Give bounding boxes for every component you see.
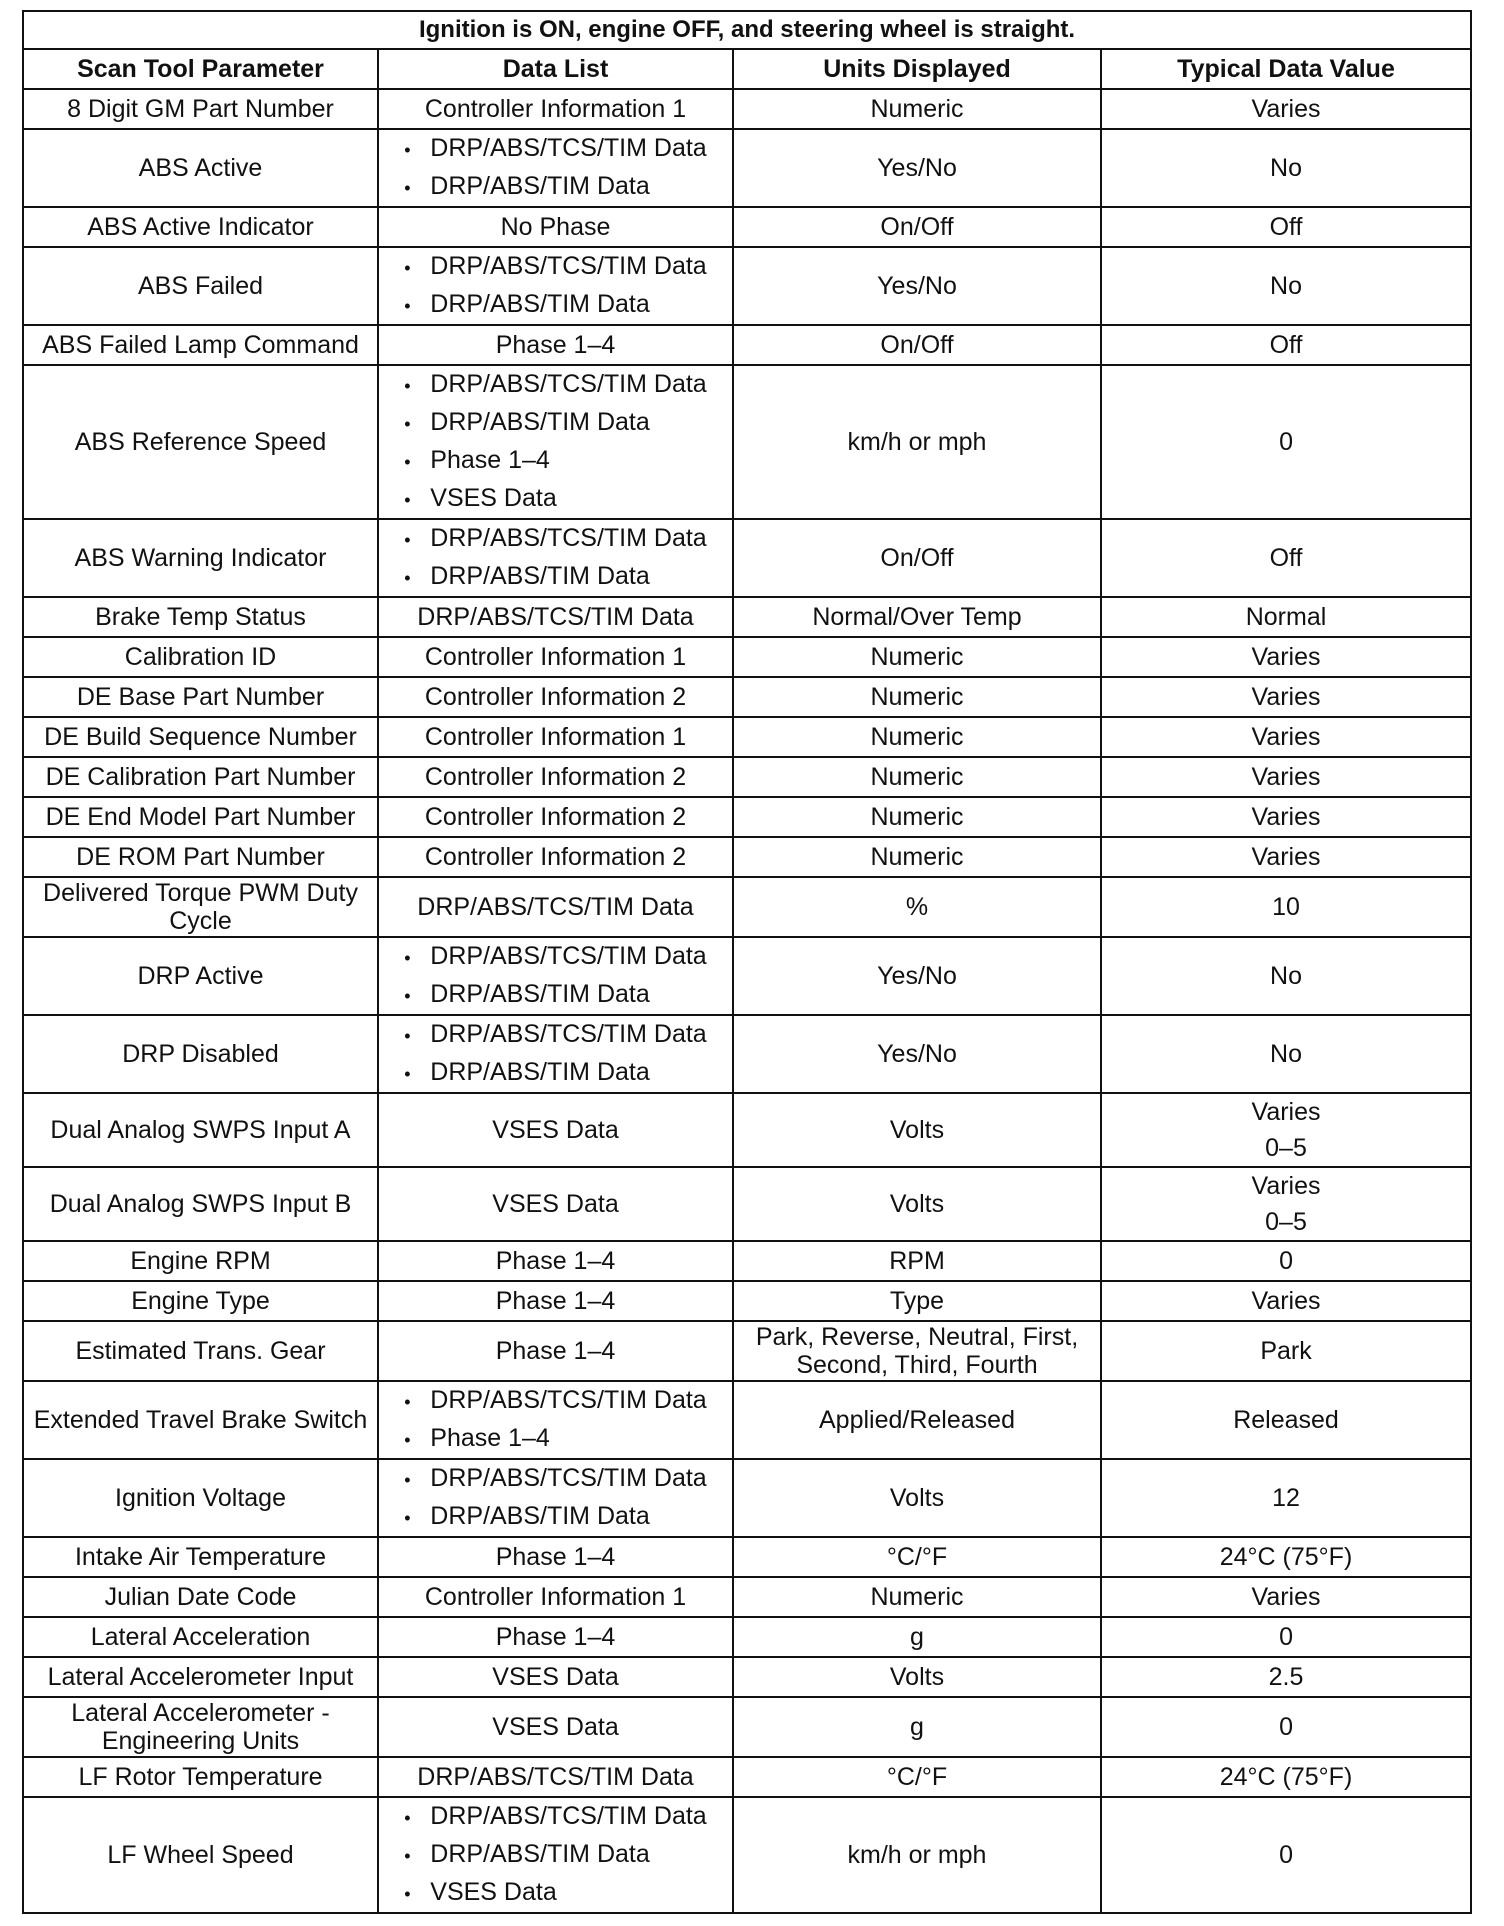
cell-parameter: Engine RPM <box>23 1241 378 1281</box>
cell-units: Volts <box>733 1093 1101 1167</box>
cell-units: On/Off <box>733 207 1101 247</box>
cell-data-list: Controller Information 1 <box>378 89 733 129</box>
data-list-bullets <box>404 520 706 596</box>
data-list-bullets <box>404 1798 706 1912</box>
data-list-bullets <box>404 938 706 1014</box>
cell-units: Type <box>733 1281 1101 1321</box>
cell-data-list: Phase 1–4 <box>378 1321 733 1381</box>
cell-typical-value: 10 <box>1101 877 1471 937</box>
cell-units: Volts <box>733 1459 1101 1537</box>
data-list-item: • DRP/ABS/TCS/TIM Data <box>404 1798 706 1836</box>
cell-parameter: Brake Temp Status <box>23 597 378 637</box>
data-list-item: • DRP/ABS/TIM Data <box>404 404 706 442</box>
table-row <box>23 797 1471 837</box>
cell-units: Numeric <box>733 1577 1101 1617</box>
cell-parameter: Delivered Torque PWM Duty Cycle <box>23 877 378 937</box>
data-list-item: • DRP/ABS/TCS/TIM Data <box>404 520 706 558</box>
cell-data-list: Controller Information 1 <box>378 717 733 757</box>
table-title: Ignition is ON, engine OFF, and steering wheel is straight. <box>23 11 1471 49</box>
cell-data-list: Controller Information 2 <box>378 837 733 877</box>
cell-typical-value: Varies <box>1101 89 1471 129</box>
table-row <box>23 1281 1471 1321</box>
cell-typical-value: No <box>1101 937 1471 1015</box>
cell-parameter: Dual Analog SWPS Input A <box>23 1093 378 1167</box>
cell-typical-value: 0 <box>1101 1797 1471 1913</box>
cell-typical-value: Varies <box>1101 797 1471 837</box>
cell-data-list: Phase 1–4 <box>378 1617 733 1657</box>
cell-parameter: Estimated Trans. Gear <box>23 1321 378 1381</box>
cell-parameter: DE Build Sequence Number <box>23 717 378 757</box>
cell-typical-value: No <box>1101 1015 1471 1093</box>
cell-parameter: DE Calibration Part Number <box>23 757 378 797</box>
cell-units: km/h or mph <box>733 1797 1101 1913</box>
data-list-item: • DRP/ABS/TCS/TIM Data <box>404 1460 706 1498</box>
data-list-item: • DRP/ABS/TCS/TIM Data <box>404 938 706 976</box>
cell-parameter: ABS Failed Lamp Command <box>23 325 378 365</box>
cell-data-list: Phase 1–4 <box>378 1537 733 1577</box>
cell-units: On/Off <box>733 519 1101 597</box>
cell-units: Numeric <box>733 89 1101 129</box>
header-units-displayed: Units Displayed <box>733 49 1101 89</box>
cell-data-list <box>378 937 733 1015</box>
data-list-bullets <box>404 1016 706 1092</box>
cell-parameter: DE ROM Part Number <box>23 837 378 877</box>
cell-units: km/h or mph <box>733 365 1101 519</box>
value-line: 0–5 <box>1265 1208 1307 1236</box>
cell-data-list <box>378 1797 733 1913</box>
cell-data-list <box>378 1381 733 1459</box>
cell-data-list: DRP/ABS/TCS/TIM Data <box>378 877 733 937</box>
cell-typical-value: Varies <box>1101 757 1471 797</box>
cell-units: Numeric <box>733 717 1101 757</box>
value-line: Varies <box>1251 1098 1321 1126</box>
table-row <box>23 757 1471 797</box>
cell-data-list: Controller Information 2 <box>378 677 733 717</box>
cell-parameter: Lateral Acceleration <box>23 1617 378 1657</box>
cell-parameter: Lateral Accelerometer - Engineering Units <box>23 1697 378 1757</box>
data-list-item: • VSES Data <box>404 480 706 518</box>
table-row <box>23 1657 1471 1697</box>
table-row <box>23 717 1471 757</box>
cell-typical-value: No <box>1101 129 1471 207</box>
table-row <box>23 1757 1471 1797</box>
cell-typical-value: 24°C (75°F) <box>1101 1537 1471 1577</box>
data-list-bullets <box>404 130 706 206</box>
cell-typical-value: 0 <box>1101 365 1471 519</box>
cell-parameter: Extended Travel Brake Switch <box>23 1381 378 1459</box>
cell-typical-value: Varies <box>1101 677 1471 717</box>
cell-typical-value: Off <box>1101 325 1471 365</box>
cell-units: Yes/No <box>733 247 1101 325</box>
data-list-item: • DRP/ABS/TIM Data <box>404 976 706 1014</box>
header-scan-tool-parameter: Scan Tool Parameter <box>23 49 378 89</box>
cell-units: Numeric <box>733 637 1101 677</box>
cell-typical-value: Varies <box>1101 637 1471 677</box>
data-list-bullets <box>404 1460 706 1536</box>
table-body <box>23 89 1471 1913</box>
table-row <box>23 1577 1471 1617</box>
cell-typical-value: 24°C (75°F) <box>1101 1757 1471 1797</box>
cell-data-list <box>378 129 733 207</box>
cell-typical-value: 2.5 <box>1101 1657 1471 1697</box>
cell-parameter: ABS Reference Speed <box>23 365 378 519</box>
table-row <box>23 1167 1471 1241</box>
cell-units: Numeric <box>733 837 1101 877</box>
cell-parameter: DRP Active <box>23 937 378 1015</box>
table-row <box>23 519 1471 597</box>
cell-units: Park, Reverse, Neutral, First, Second, Third, Fourth <box>733 1321 1101 1381</box>
table-row <box>23 677 1471 717</box>
data-list-item: • DRP/ABS/TCS/TIM Data <box>404 1382 706 1420</box>
cell-typical-value: Varies <box>1101 717 1471 757</box>
cell-parameter: 8 Digit GM Part Number <box>23 89 378 129</box>
cell-typical-value: Off <box>1101 207 1471 247</box>
cell-units: Yes/No <box>733 937 1101 1015</box>
cell-units: Numeric <box>733 677 1101 717</box>
cell-units: Numeric <box>733 797 1101 837</box>
data-list-item: • VSES Data <box>404 1874 706 1912</box>
table-title-row <box>23 11 1471 49</box>
cell-typical-value: Off <box>1101 519 1471 597</box>
cell-data-list <box>378 1015 733 1093</box>
cell-data-list: VSES Data <box>378 1657 733 1697</box>
table-row <box>23 1015 1471 1093</box>
table-row <box>23 1321 1471 1381</box>
cell-data-list: Controller Information 2 <box>378 797 733 837</box>
cell-units: On/Off <box>733 325 1101 365</box>
cell-parameter: Engine Type <box>23 1281 378 1321</box>
cell-data-list: Controller Information 1 <box>378 1577 733 1617</box>
cell-units: Numeric <box>733 757 1101 797</box>
cell-units: Yes/No <box>733 1015 1101 1093</box>
table-row <box>23 247 1471 325</box>
cell-data-list: VSES Data <box>378 1167 733 1241</box>
cell-data-list: Phase 1–4 <box>378 1281 733 1321</box>
table-row <box>23 1381 1471 1459</box>
cell-data-list: VSES Data <box>378 1697 733 1757</box>
cell-parameter: LF Wheel Speed <box>23 1797 378 1913</box>
cell-parameter: DE End Model Part Number <box>23 797 378 837</box>
cell-units: Volts <box>733 1657 1101 1697</box>
cell-units: RPM <box>733 1241 1101 1281</box>
table-row <box>23 1093 1471 1167</box>
table-row <box>23 1537 1471 1577</box>
cell-units: % <box>733 877 1101 937</box>
cell-parameter: DRP Disabled <box>23 1015 378 1093</box>
table-row <box>23 837 1471 877</box>
table-row <box>23 1459 1471 1537</box>
data-list-bullets <box>404 1382 706 1458</box>
table-row <box>23 365 1471 519</box>
cell-data-list <box>378 247 733 325</box>
cell-typical-value: Varies <box>1101 1577 1471 1617</box>
data-list-item: • Phase 1–4 <box>404 442 706 480</box>
table-row <box>23 1797 1471 1913</box>
cell-units: g <box>733 1617 1101 1657</box>
cell-units: g <box>733 1697 1101 1757</box>
table-row <box>23 597 1471 637</box>
cell-data-list: Phase 1–4 <box>378 1241 733 1281</box>
cell-parameter: DE Base Part Number <box>23 677 378 717</box>
table-row <box>23 637 1471 677</box>
cell-parameter: Ignition Voltage <box>23 1459 378 1537</box>
cell-typical-value <box>1101 1167 1471 1241</box>
cell-typical-value: Varies <box>1101 837 1471 877</box>
data-list-item: • DRP/ABS/TIM Data <box>404 286 706 324</box>
cell-units: °C/°F <box>733 1537 1101 1577</box>
cell-parameter: Julian Date Code <box>23 1577 378 1617</box>
scan-tool-data-table <box>22 10 1472 1914</box>
cell-typical-value: 12 <box>1101 1459 1471 1537</box>
cell-typical-value: No <box>1101 247 1471 325</box>
data-table-sheet <box>22 10 1470 1914</box>
value-line: Varies <box>1251 1172 1321 1200</box>
cell-typical-value: 0 <box>1101 1697 1471 1757</box>
cell-data-list: DRP/ABS/TCS/TIM Data <box>378 597 733 637</box>
cell-parameter: ABS Warning Indicator <box>23 519 378 597</box>
cell-units: °C/°F <box>733 1757 1101 1797</box>
cell-parameter: Dual Analog SWPS Input B <box>23 1167 378 1241</box>
table-header-row <box>23 49 1471 89</box>
cell-typical-value: Varies <box>1101 1281 1471 1321</box>
cell-data-list: Controller Information 1 <box>378 637 733 677</box>
cell-parameter: Lateral Accelerometer Input <box>23 1657 378 1697</box>
value-line: 0–5 <box>1265 1134 1307 1162</box>
table-row <box>23 1241 1471 1281</box>
cell-parameter: Intake Air Temperature <box>23 1537 378 1577</box>
cell-units: Volts <box>733 1167 1101 1241</box>
data-list-item: • DRP/ABS/TCS/TIM Data <box>404 248 706 286</box>
data-list-item: • Phase 1–4 <box>404 1420 706 1458</box>
cell-typical-value: Released <box>1101 1381 1471 1459</box>
header-typical-data-value: Typical Data Value <box>1101 49 1471 89</box>
cell-typical-value: 0 <box>1101 1241 1471 1281</box>
data-list-item: • DRP/ABS/TCS/TIM Data <box>404 1016 706 1054</box>
cell-parameter: ABS Active Indicator <box>23 207 378 247</box>
cell-typical-value <box>1101 1093 1471 1167</box>
cell-data-list: No Phase <box>378 207 733 247</box>
header-data-list: Data List <box>378 49 733 89</box>
data-list-item: • DRP/ABS/TCS/TIM Data <box>404 366 706 404</box>
data-list-bullets <box>404 248 706 324</box>
data-list-bullets <box>404 366 706 518</box>
table-row <box>23 1697 1471 1757</box>
table-row <box>23 129 1471 207</box>
data-list-item: • DRP/ABS/TIM Data <box>404 1836 706 1874</box>
table-row <box>23 89 1471 129</box>
data-list-item: • DRP/ABS/TIM Data <box>404 1054 706 1092</box>
cell-units: Normal/Over Temp <box>733 597 1101 637</box>
cell-data-list: DRP/ABS/TCS/TIM Data <box>378 1757 733 1797</box>
table-row <box>23 207 1471 247</box>
table-row <box>23 877 1471 937</box>
data-list-item: • DRP/ABS/TCS/TIM Data <box>404 130 706 168</box>
cell-units: Yes/No <box>733 129 1101 207</box>
data-list-item: • DRP/ABS/TIM Data <box>404 1498 706 1536</box>
table-row <box>23 325 1471 365</box>
cell-data-list: VSES Data <box>378 1093 733 1167</box>
cell-parameter: LF Rotor Temperature <box>23 1757 378 1797</box>
cell-units: Applied/Released <box>733 1381 1101 1459</box>
cell-parameter: ABS Failed <box>23 247 378 325</box>
cell-data-list: Phase 1–4 <box>378 325 733 365</box>
cell-parameter: ABS Active <box>23 129 378 207</box>
data-list-item: • DRP/ABS/TIM Data <box>404 168 706 206</box>
cell-data-list <box>378 1459 733 1537</box>
cell-typical-value: 0 <box>1101 1617 1471 1657</box>
cell-data-list <box>378 519 733 597</box>
cell-typical-value: Normal <box>1101 597 1471 637</box>
table-row <box>23 937 1471 1015</box>
cell-parameter: Calibration ID <box>23 637 378 677</box>
cell-data-list: Controller Information 2 <box>378 757 733 797</box>
cell-data-list <box>378 365 733 519</box>
table-row <box>23 1617 1471 1657</box>
cell-typical-value: Park <box>1101 1321 1471 1381</box>
data-list-item: • DRP/ABS/TIM Data <box>404 558 706 596</box>
